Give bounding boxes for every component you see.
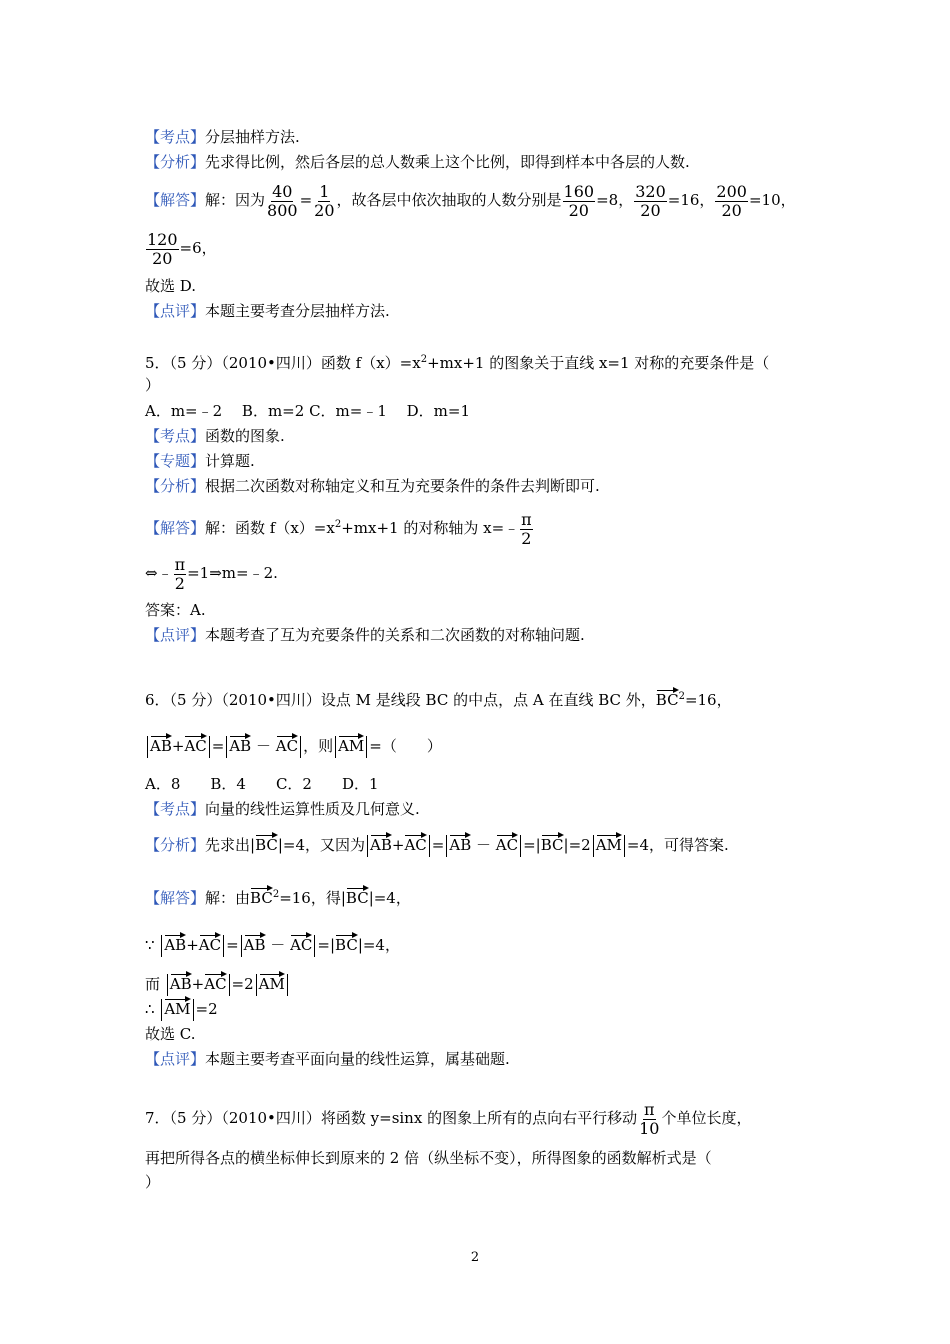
abs-bar — [314, 935, 315, 957]
q5-jieda-text: +mx+1 的对称轴为 x=﹣ — [341, 519, 520, 537]
zhuanti-tag: 【专题】 — [145, 452, 206, 470]
q6-jieda-text: |=4， — [368, 889, 411, 907]
fraction — [174, 556, 187, 593]
numerator: π — [644, 1099, 655, 1119]
abs-bar — [287, 974, 288, 996]
q6-jieda-line-3 — [145, 971, 290, 997]
denominator: 10 — [639, 1118, 660, 1138]
q5-kaodian-text: 函数的图象. — [205, 427, 285, 445]
abs-bar — [446, 835, 447, 857]
numerator: π — [521, 509, 532, 529]
q7-stem-text: 7．（5 分）（2010•四川）将函数 y=sinx 的图象上所有的点向右平行移动 — [145, 1109, 638, 1127]
abs-bar — [209, 736, 210, 758]
q5-fenxi-line — [145, 476, 600, 496]
q4-jieda-line-2 — [145, 228, 217, 268]
fraction — [715, 183, 748, 220]
q7-stem — [145, 1098, 751, 1138]
abs-bar — [193, 999, 194, 1021]
q4-answer: 故选 D. — [145, 277, 197, 295]
equals: = — [431, 836, 445, 854]
q4-dianping-text: 本题主要考查分层抽样方法. — [205, 302, 390, 320]
q6-jieda-text: 而 — [145, 975, 161, 993]
result: =10， — [748, 191, 796, 209]
superscript: 2 — [420, 354, 428, 365]
q6-kaodian-text: 向量的线性运算性质及几何意义. — [205, 800, 420, 818]
q4-kaodian-line — [145, 127, 300, 147]
vector-ab: AB — [150, 733, 172, 754]
q5-options: A．m=﹣2 B．m=2 C．m=﹣1 D．m=1 — [145, 402, 471, 420]
q5-answer: 答案：A. — [145, 601, 206, 619]
plus: + — [391, 836, 405, 854]
q6-stem-text: =16， — [684, 691, 732, 709]
abs-bar — [241, 935, 242, 957]
abs-bar — [335, 736, 336, 758]
minus: － — [476, 836, 492, 854]
fraction — [146, 231, 179, 268]
q4-fenxi-text: 先求得比例，然后各层的总人数乘上这个比例，即得到样本中各层的人数. — [205, 153, 690, 171]
jieda-tag: 【解答】 — [145, 519, 206, 537]
q5-jieda-text: ⇔﹣ — [145, 564, 173, 582]
q6-answer: 故选 C. — [145, 1025, 196, 1043]
vector-ac: AC — [496, 832, 518, 853]
q6-jieda-text: =2 — [231, 975, 254, 993]
equals: = — [299, 191, 313, 209]
q6-jieda-line-4 — [145, 996, 218, 1022]
because-symbol: ∵ — [145, 936, 155, 954]
vector-ac: AC — [290, 932, 312, 953]
abs-bar — [429, 835, 430, 857]
dianping-tag: 【点评】 — [145, 302, 206, 320]
vector-bc: BC — [255, 832, 278, 853]
dianping-tag: 【点评】 — [145, 626, 206, 644]
q6-stem-text: =（ ） — [369, 737, 442, 755]
vector-ac: AC — [184, 733, 206, 754]
q6-jieda-line-2 — [145, 932, 400, 958]
q6-fenxi-text: =4，可得答案. — [626, 836, 729, 854]
q5-jieda-line — [145, 505, 534, 548]
numerator: 120 — [147, 229, 178, 249]
q6-options: A．8 B．4 C．2 D．1 — [145, 775, 379, 793]
denominator: 20 — [721, 200, 742, 220]
abs-bar — [147, 736, 148, 758]
vector-ac: AC — [199, 932, 221, 953]
plus: + — [186, 936, 199, 954]
therefore-symbol: ∴ — [145, 1000, 155, 1018]
minus: － — [270, 936, 286, 954]
q5-dianping-line — [145, 625, 585, 645]
equals: = — [211, 737, 225, 755]
vector-ab: AB — [449, 832, 471, 853]
fraction — [313, 183, 335, 220]
numerator: 320 — [635, 181, 666, 201]
page-number: 2 — [470, 1250, 480, 1265]
q6-jieda-text: |=4， — [357, 936, 400, 954]
q6-stem-text: ，则 — [303, 737, 334, 755]
fraction — [266, 183, 299, 220]
vector-am: AM — [259, 971, 285, 992]
denominator: 20 — [314, 200, 335, 220]
fraction — [638, 1101, 660, 1138]
q5-jieda-text: =1⇒m=﹣2. — [187, 564, 278, 582]
abs-bar — [593, 835, 594, 857]
superscript: 2 — [334, 519, 342, 530]
q6-jieda-text: =| — [317, 936, 336, 954]
q6-jieda-text: 解：由 — [205, 889, 251, 907]
denominator: 20 — [152, 248, 173, 268]
q6-dianping-text: 本题主要考查平面向量的线性运算，属基础题. — [205, 1050, 510, 1068]
abs-bar — [366, 736, 367, 758]
kaodian-tag: 【考点】 — [145, 800, 206, 818]
q6-stem-line-2 — [145, 733, 442, 759]
q7-stem-line-2: 再把所得各点的横坐标伸长到原来的 2 倍（纵坐标不变），所得图象的函数解析式是（ — [145, 1149, 712, 1167]
abs-bar — [256, 974, 257, 996]
result: =6， — [179, 239, 217, 257]
jieda-tag: 【解答】 — [145, 889, 206, 907]
q6-jieda-text: =16，得| — [279, 889, 346, 907]
abs-bar — [624, 835, 625, 857]
q4-kaodian-text: 分层抽样方法. — [205, 128, 300, 146]
vector-bc: BC — [656, 687, 679, 708]
abs-bar — [161, 935, 162, 957]
abs-bar — [520, 835, 521, 857]
vector-ab: AB — [164, 932, 186, 953]
kaodian-tag: 【考点】 — [145, 128, 206, 146]
q5-dianping-text: 本题考查了互为充要条件的关系和二次函数的对称轴问题. — [205, 626, 585, 644]
plus: + — [191, 975, 205, 993]
denominator: 2 — [521, 528, 532, 548]
dianping-tag: 【点评】 — [145, 1050, 206, 1068]
equals: = — [226, 936, 239, 954]
q5-stem-text: 5．（5 分）（2010•四川）函数 f（x）=x — [145, 354, 421, 372]
abs-bar — [226, 736, 227, 758]
fenxi-tag: 【分析】 — [145, 477, 206, 495]
abs-bar — [229, 974, 230, 996]
abs-bar — [223, 935, 224, 957]
abs-bar — [367, 835, 368, 857]
q5-fenxi-text: 根据二次函数对称轴定义和互为充要条件的条件去判断即可. — [205, 477, 600, 495]
vector-ab: AB — [370, 832, 392, 853]
denominator: 20 — [568, 200, 589, 220]
abs-bar — [300, 736, 301, 758]
kaodian-tag: 【考点】 — [145, 427, 206, 445]
abs-bar — [161, 999, 162, 1021]
vector-am: AM — [338, 733, 364, 754]
numerator: π — [174, 554, 186, 574]
denominator: 2 — [174, 573, 185, 593]
q5-zhuanti-line — [145, 451, 255, 471]
q5-zhuanti-text: 计算题. — [205, 452, 255, 470]
q6-jieda-line — [145, 880, 411, 913]
q6-fenxi-line — [145, 832, 729, 858]
vector-am: AM — [596, 832, 622, 853]
jieda-tag: 【解答】 — [145, 191, 206, 209]
fenxi-tag: 【分析】 — [145, 153, 206, 171]
abs-bar — [167, 974, 168, 996]
q5-stem — [145, 350, 769, 373]
q4-jieda-text: 解：因为 — [205, 191, 266, 209]
vector-ab: AB — [244, 932, 266, 953]
q6-stem-text: 6．（5 分）（2010•四川）设点 M 是线段 BC 的中点，点 A 在直线 BC 外， — [145, 691, 656, 709]
q5-jieda-line-2 — [145, 553, 278, 593]
q6-jieda-text: =2 — [195, 1000, 218, 1018]
q5-stem-text: +mx+1 的图象关于直线 x=1 对称的充要条件是（ — [427, 354, 770, 372]
denominator: 800 — [267, 200, 298, 220]
fraction — [520, 511, 533, 548]
vector-am: AM — [164, 996, 190, 1017]
result: =16， — [667, 191, 715, 209]
vector-bc: BC — [250, 885, 273, 906]
q6-fenxi-text: |=4，又因为 — [277, 836, 366, 854]
vector-bc: BC — [346, 885, 369, 906]
vector-ac: AC — [404, 832, 426, 853]
q7-stem-text: 个单位长度， — [661, 1109, 752, 1127]
vector-bc: BC — [541, 832, 564, 853]
numerator: 1 — [319, 181, 330, 201]
q7-stem-line-3: ） — [145, 1173, 161, 1191]
q5-jieda-text: 解：函数 f（x）=x — [205, 519, 335, 537]
vector-ab: AB — [229, 733, 251, 754]
q6-fenxi-text: |=2 — [563, 836, 591, 854]
q4-jieda-line — [145, 180, 796, 220]
q6-kaodian-line — [145, 799, 420, 819]
q4-fenxi-line — [145, 152, 690, 172]
numerator: 40 — [272, 181, 293, 201]
q6-dianping-line — [145, 1049, 510, 1069]
q5-kaodian-line — [145, 426, 285, 446]
q4-dianping-line — [145, 301, 390, 321]
fenxi-tag: 【分析】 — [145, 836, 206, 854]
q4-jieda-text: ，故各层中依次抽取的人数分别是 — [336, 191, 562, 209]
fraction — [563, 183, 596, 220]
numerator: 200 — [716, 181, 747, 201]
vector-ac: AC — [276, 733, 298, 754]
minus: － — [255, 737, 271, 755]
plus: + — [171, 737, 185, 755]
q5-stem-end: ） — [145, 376, 161, 394]
q6-fenxi-text: =| — [523, 836, 541, 854]
result: =8， — [596, 191, 634, 209]
denominator: 20 — [640, 200, 661, 220]
superscript: 2 — [678, 691, 685, 702]
vector-ab: AB — [170, 971, 192, 992]
q6-stem — [145, 683, 732, 714]
vector-bc: BC — [335, 932, 358, 953]
superscript: 2 — [272, 889, 280, 900]
q6-fenxi-text: 先求出| — [205, 836, 256, 854]
fraction — [634, 183, 667, 220]
vector-ac: AC — [204, 971, 226, 992]
numerator: 160 — [563, 181, 595, 201]
